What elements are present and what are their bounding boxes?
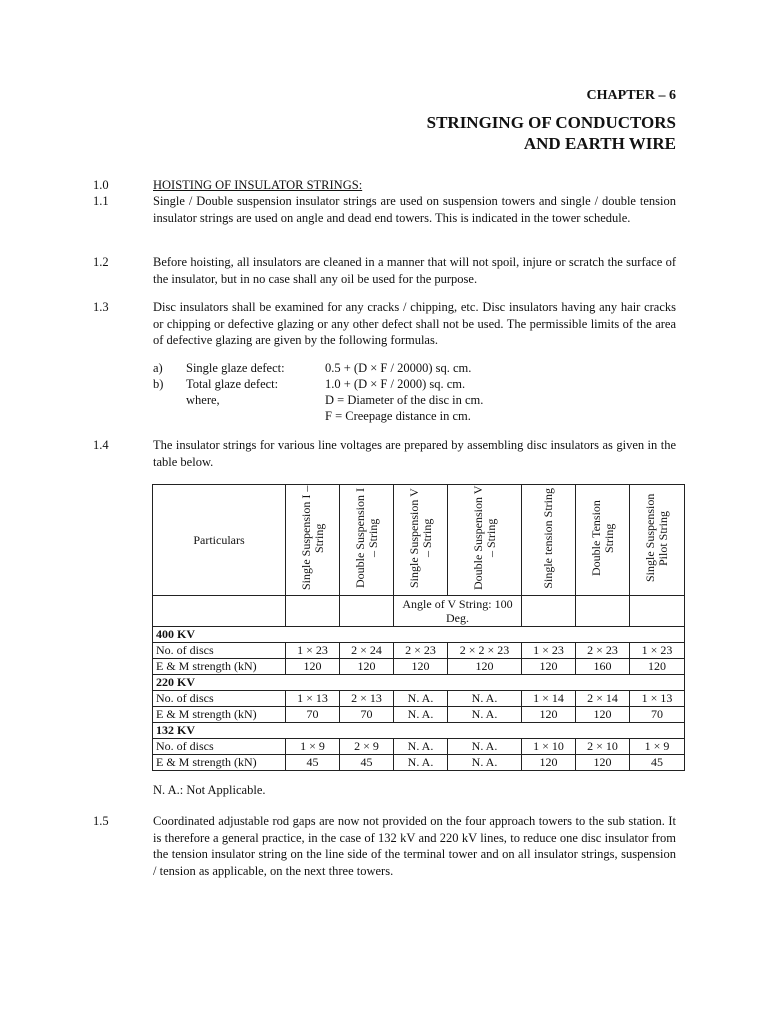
formula-d-definition: D = Diameter of the disc in cm.	[325, 393, 484, 407]
section-text: The insulator strings for various line voltages are prepared by assembling disc insulators as given in the table below.	[153, 438, 676, 469]
table-row: No. of discs 1 × 23 2 × 24 2 × 23 2 × 2 × 23 1 × 23 2 × 23 1 × 23	[153, 643, 685, 659]
angle-note: Angle of V String: 100 Deg.	[394, 596, 522, 627]
section-number: 1.3	[93, 300, 109, 314]
column-header: Double Suspension V – String	[448, 485, 522, 596]
section-text: Coordinated adjustable rod gaps are now not provided on the four approach towers to the sub station. It is therefore a general practice, in the case of 132 kV and 220 kV lines, to reduce one disc insulator from the tension insulator string on the line side of the terminal tower and on all insulator strings, suspension / tension as applicable, on the next three towers.	[153, 814, 676, 878]
column-header: Double Suspension I – String	[340, 485, 394, 596]
formula-value: 1.0 + (D × F / 2000) sq. cm.	[325, 377, 466, 391]
section-number: 1.1	[93, 194, 109, 208]
voltage-label: 132 KV	[153, 723, 685, 739]
section-1-2	[93, 254, 676, 287]
insulator-strings-table	[152, 484, 685, 771]
table-row: No. of discs 1 × 13 2 × 13 N. A. N. A. 1 × 14 2 × 14 1 × 13	[153, 691, 685, 707]
formula-label: b)	[153, 377, 164, 391]
table-row: E & M strength (kN) 70 70 N. A. N. A. 120 120 70	[153, 707, 685, 723]
formula-label: a)	[153, 361, 163, 375]
column-header: Single Suspension V – String	[394, 485, 448, 596]
formula-name: Total glaze defect:	[186, 377, 279, 391]
voltage-label: 400 KV	[153, 627, 685, 643]
na-note	[93, 782, 676, 799]
chapter-title	[427, 112, 676, 154]
formula-row-a	[153, 360, 653, 376]
section-heading: HOISTING OF INSULATOR STRINGS:	[153, 178, 363, 192]
formula-where: where,	[186, 393, 220, 407]
section-text: Disc insulators shall be examined for any cracks / chipping, etc. Disc insulators having any hair cracks or chipping or defective glazing or any other defect shall not be used. The permissible limits of the area of defective glazing are given by the following formulas.	[153, 300, 676, 347]
chapter-label: CHAPTER – 6	[586, 88, 676, 103]
column-header: Double Tension String	[576, 485, 630, 596]
section-number: 1.0	[93, 178, 109, 192]
voltage-label: 220 KV	[153, 675, 685, 691]
section-1-5	[93, 813, 676, 879]
voltage-row	[153, 723, 685, 739]
section-number: 1.5	[93, 814, 109, 828]
section-text: Single / Double suspension insulator strings are used on suspension towers and single / double tension insulator strings are used on angle and dead end towers. This is indicated in the tower schedule.	[153, 194, 676, 225]
particulars-header: Particulars	[153, 485, 286, 596]
formula-f-definition: F = Creepage distance in cm.	[325, 409, 471, 423]
column-header: Single Suspension Pilot String	[630, 485, 685, 596]
voltage-row	[153, 675, 685, 691]
chapter-title-line2: AND EARTH WIRE	[523, 134, 676, 153]
formula-row-where	[153, 392, 653, 408]
column-header: Single Suspension I – String	[286, 485, 340, 596]
column-header: Single tension String	[522, 485, 576, 596]
section-text: Before hoisting, all insulators are cleaned in a manner that will not spoil, injure or scratch the surface of the insulator, but in no case shall any oil be used for the purpose.	[153, 255, 676, 286]
section-1-3	[93, 299, 676, 349]
formula-row-f	[153, 408, 653, 424]
section-number: 1.2	[93, 255, 109, 269]
section-number: 1.4	[93, 438, 109, 452]
glaze-formulas	[153, 360, 653, 424]
formula-name: Single glaze defect:	[186, 361, 285, 375]
section-1-4	[93, 437, 676, 470]
angle-note-row	[153, 596, 685, 627]
na-note-text: N. A.: Not Applicable.	[153, 783, 266, 797]
section-1-1	[93, 193, 676, 226]
table-header-row	[153, 485, 685, 596]
table-row: E & M strength (kN) 45 45 N. A. N. A. 120 120 45	[153, 755, 685, 771]
chapter-title-line1: STRINGING OF CONDUCTORS	[426, 113, 676, 132]
voltage-row	[153, 627, 685, 643]
section-1-0	[93, 177, 676, 194]
table-row: E & M strength (kN) 120 120 120 120 120 160 120	[153, 659, 685, 675]
formula-row-b	[153, 376, 653, 392]
table-row: No. of discs 1 × 9 2 × 9 N. A. N. A. 1 × 10 2 × 10 1 × 9	[153, 739, 685, 755]
formula-value: 0.5 + (D × F / 20000) sq. cm.	[325, 361, 472, 375]
